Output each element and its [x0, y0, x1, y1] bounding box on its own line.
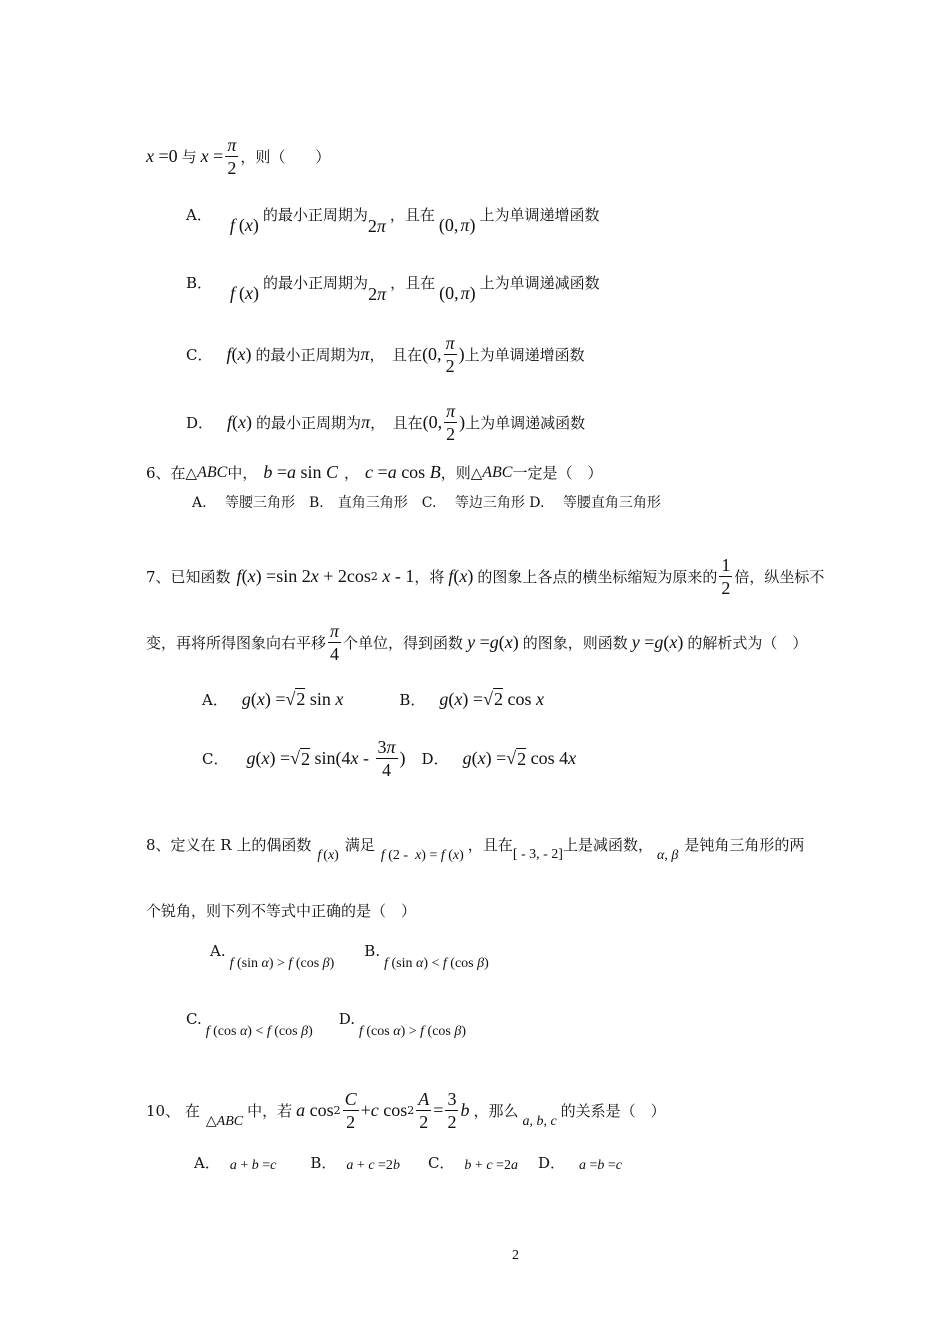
q5-option-a-text2: ，且在 [389, 206, 435, 224]
q6-options [192, 492, 661, 512]
q7-option-d-label: D． [421, 750, 449, 768]
q10-option-a-label: A． [194, 1153, 220, 1172]
q7-options-cd: C． g ( x ) =√ 2 sin(4 x - $\frac{3\pi}{4}$ ) D． g ( x ) =√ 2 cos 4 x [202, 737, 577, 780]
q7-stem-line2: 变，再将所得图象向右平移 $\frac{\pi}{4}$ 个单位，得到函数 y = g ( x ) 的图象，则函数 y = g ( x ) 的解析式为（ ） [146, 621, 808, 664]
q8-text4: 是钝角三角形的两 [684, 835, 805, 854]
q5-option-b-text2: ，且在 [390, 274, 436, 292]
q8-text3: 上是减函数， [562, 835, 653, 854]
q8-prefix: 8、定义在 R 上的偶函数 [146, 835, 312, 854]
q5-option-b-text1: 的最小正周期为 [263, 274, 369, 292]
q10-text2: ，那么 [473, 1102, 519, 1120]
q8-text2: ，且在 [467, 835, 513, 854]
q7-line2-d: 的解析式为（ ） [687, 634, 808, 652]
q5-option-c-label: C． [186, 346, 213, 364]
q6-mid1: 中， [227, 464, 258, 482]
q5-option-a-label: A． [186, 206, 212, 224]
q5-option-c: C． f ( x ) 的最小正周期为 π ， 且在 (0, $\frac{\pi}{2}$ ) 上为单调递增函数 [186, 333, 585, 376]
q7-option-b-label: B． [399, 690, 426, 709]
q8-option-d-label: D. [338, 1010, 355, 1028]
q5-stem: x =0 与 x = $\frac{\pi}{2}$ ，则（ ） [146, 135, 331, 178]
q5-option-a-text1: 的最小正周期为 [262, 206, 368, 224]
q8-stem-line1: 8、定义在 R 上的偶函数 f ( x ) 满足 f (2 - x ) = f ( x ) ，且在 [ - 3, - 2] 上是减函数， α, β 是钝角三角形的两 [146, 835, 805, 863]
q5-stem-tail: ，则（ ） [240, 148, 331, 166]
q7-prefix: 7、已知函数 [146, 568, 231, 586]
q5-option-a-text3: 上为单调递增函数 [479, 206, 600, 224]
q10-option-d-label: D． [537, 1153, 565, 1172]
q8-stem-line2 [146, 900, 416, 921]
q8-options-ab: A. f (sin α ) > f (cos β ) B. f (sin α ) < f (cos β ) [210, 942, 489, 971]
q6-stem: 6、在△ ABC 中， b = a sin C ， c = a cos B ，则△ ABC 一定是（ ） [146, 462, 603, 482]
q5-option-d-text1: 的最小正周期为 [256, 414, 362, 432]
q8-option-a-label: A. [210, 942, 226, 960]
q5-option-c-text2: ， 且在 [369, 346, 423, 364]
q7-line2-b: 个单位，得到函数 [343, 634, 464, 652]
q7-line2-a: 变，再将所得图象向右平移 [146, 634, 327, 652]
q5-option-d-label: D． [186, 414, 214, 432]
q7-text2: 的图象上各点的横坐标缩短为原来的 [477, 568, 718, 586]
q5-option-b: B． f ( x ) 的最小正周期为 2 π ，且在 (0, π ) 上为单调递减函数 [186, 274, 600, 304]
q10-options: A． a + b = c B． a + c =2 b C． b + c =2 a D． a = b = c [194, 1153, 623, 1173]
q5-option-d-text3: 上为单调递减函数 [465, 414, 586, 432]
q5-option-a: A． f ( x ) 的最小正周期为 2 π ，且在 (0, π ) 上为单调递增函数 [186, 206, 600, 236]
q7-line2-c: 的图象，则函数 [522, 634, 628, 652]
q5-option-b-label: B． [186, 274, 213, 292]
q6-options-text: A. 等腰三角形 B. 直角三角形 C. 等边三角形 D. 等腰直角三角形 [192, 495, 661, 511]
q5-option-d-text2: ， 且在 [370, 414, 423, 432]
q10-option-c-label: C． [427, 1153, 455, 1172]
q10-text3: 的关系是（ ） [560, 1102, 666, 1120]
q5-option-c-text3: 上为单调递增函数 [464, 346, 585, 364]
q8-line2: 个锐角，则下列不等式中正确的是（ ） [146, 902, 417, 920]
q6-comma: ， [344, 464, 360, 482]
q7-options-ab: A． g ( x ) =√ 2 sin x B． g ( x ) =√ 2 cos x [202, 688, 544, 709]
q6-tail: ，则△ [440, 464, 483, 482]
q10-stem: 10、 在 △ ABC 中，若 a cos 2 $\frac{C}{2}$ + c cos 2 $\frac{A}{2}$ = $\frac{3}{2}$ b ，那么 a, b, c 的关系是（ ） [146, 1089, 666, 1132]
q7-text3: 倍，纵坐标不 [734, 568, 825, 586]
q5-stem-text: 与 [181, 148, 197, 166]
q6-end: 一定是（ ） [512, 464, 603, 482]
page-number: 2 [512, 1248, 519, 1263]
q5-option-c-text1: 的最小正周期为 [255, 346, 361, 364]
q7-option-c-label: C． [202, 750, 229, 768]
q10-text1: 中，若 [247, 1102, 293, 1120]
q5-option-b-text3: 上为单调递减函数 [479, 274, 600, 292]
q5-option-d: D． f ( x ) 的最小正周期为 π ， 且在 (0, $\frac{\pi}{2}$ ) 上为单调递减函数 [186, 401, 586, 444]
q10-option-b-label: B． [310, 1153, 337, 1172]
q8-options-cd: C. f (cos α ) < f (cos β ) D. f (cos α ) > f (cos β ) [186, 1010, 467, 1039]
q8-text1: 满足 [344, 835, 375, 854]
q10-prefix: 10、 在 [146, 1102, 200, 1120]
q8-option-c-label: C. [186, 1010, 202, 1028]
q7-option-a-label: A． [202, 690, 228, 709]
q6-prefix: 6、在△ [146, 464, 198, 482]
q8-option-b-label: B. [364, 942, 381, 960]
q7-stem-line1: 7、已知函数 f ( x ) =sin 2 x + 2cos 2 x - 1 ，将 f ( x ) 的图象上各点的横坐标缩短为原来的 $\frac{1}{2}$ 倍，纵坐标不 [146, 555, 825, 598]
q7-text1: ，将 [414, 568, 445, 586]
